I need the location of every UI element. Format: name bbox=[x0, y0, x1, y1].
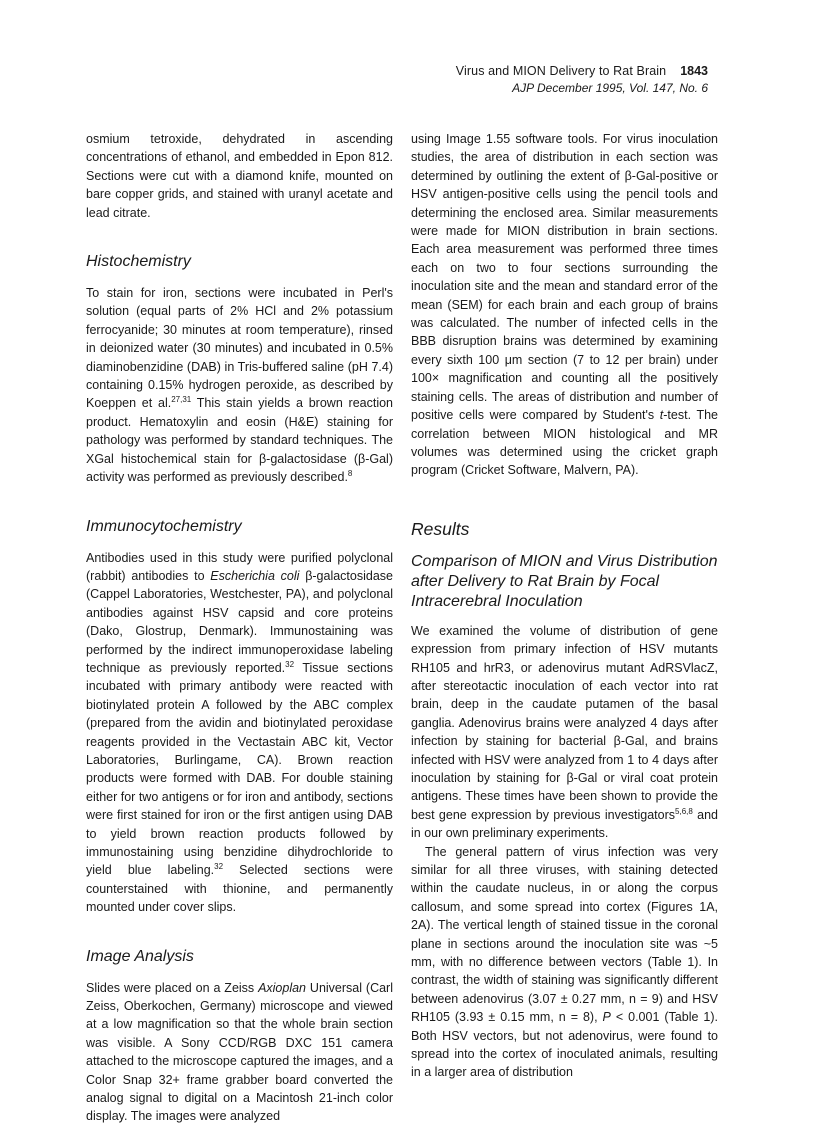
image-analysis-heading: Image Analysis bbox=[86, 947, 194, 965]
image-analysis-paragraph bbox=[86, 979, 393, 1126]
immuno-text-a: Antibodies used in this study were purified polyclonal (rabbit) antibodies to bbox=[86, 550, 393, 583]
image-cont-text-b: -test. The correlation between MION histological and MR volumes was determined using the cricket graph program (Cricket Software, Malvern, PA). bbox=[411, 408, 718, 478]
histochemistry-text-a: To stain for iron, sections were incubated in Perl's solution (equal parts of 2% HCl and 2% potassium ferrocyanide; 30 minutes at room temperature), rinsed in deionized water (30 minutes) and incubated in 0.5% diaminobenzidine (DAB) in Tris-buffered saline (pH 7.4) containing 0.15% hydrogen peroxide, as described by Koeppen et al. bbox=[86, 286, 393, 411]
methods-continued-paragraph: osmium tetroxide, dehydrated in ascending concentrations of ethanol, and embedded in Epon 812. Sections were cut with a diamond knife, mounted on bare copper grids, and stained with uranyl acetate and lead citrate. bbox=[86, 132, 393, 220]
immunocytochemistry-paragraph bbox=[86, 549, 393, 917]
histochemistry-paragraph bbox=[86, 284, 393, 486]
citation-ref: 5,6,8 bbox=[675, 806, 693, 816]
species-name: Escherichia coli bbox=[210, 568, 300, 583]
citation-ref: 32 bbox=[214, 862, 224, 872]
immunocytochemistry-heading: Immunocytochemistry bbox=[86, 517, 242, 535]
results-text-1b: and in our own preliminary experiments. bbox=[411, 807, 718, 841]
image-cont-text-a: using Image 1.55 software tools. For virus inoculation studies, the area of distribution in each section was determined by outlining the extent of β-Gal-positive or HSV antigen-positive cells using the pencil tools and determining the enclosed area. Similar measurements were made for MION distribution in brain sections. Each area measurement was performed three times each on two to four sections surrounding the inoculation site and the mean and standard error of the mean (SEM) for each brain and each group of brains was calculated. The number of infected cells in the BBB disruption brains was determined by examining every sixth 100 μm section (7 to 12 per brain) under 100× magnification and counting all the positively staining cells. The areas of distribution and number of positive cells were compared by Student's bbox=[411, 132, 718, 423]
results-paragraph-1 bbox=[411, 622, 718, 843]
page-number: 1843 bbox=[680, 64, 708, 78]
image-analysis-continued-paragraph bbox=[411, 130, 718, 480]
journal-citation: AJP December 1995, Vol. 147, No. 6 bbox=[512, 81, 708, 95]
image-text-a: Slides were placed on a Zeiss bbox=[86, 980, 259, 995]
running-header bbox=[456, 62, 708, 95]
results-text-1a: We examined the volume of distribution of gene expression from primary infection of HSV mutants RH105 and hrR3, or adenovirus mutant AdRSVlacZ, after stereotactic inoculation of each vector into rat brain, deep in the caudate putamen of the basal ganglia. Adenovirus brains were analyzed 4 days after infection by staining for bacterial β-Gal, and brains infected with HSV were analyzed from 1 to 4 days after inoculation by staining for β-Gal or viral coat protein antigens. These times have been shown to provide the best gene expression by previous investigators bbox=[411, 623, 718, 822]
citation-ref: 32 bbox=[285, 659, 295, 669]
results-text-2b: < 0.001 (Table 1). Both HSV vectors, but not adenovirus, were found to spread into the cortex of inoculated animals, resulting in a larger area of distribution bbox=[411, 1010, 718, 1080]
citation-ref: 27,31 bbox=[171, 395, 192, 405]
immuno-text-d: Selected sections were counterstained with thionine, and permanently mounted under cover slips. bbox=[86, 863, 393, 915]
product-name: Axioplan bbox=[258, 980, 307, 995]
results-subheading: Comparison of MION and Virus Distribution after Delivery to Rat Brain by Focal Intracerebral Inoculation bbox=[411, 552, 718, 610]
histochemistry-text-b: This stain yields a brown reaction product. Hematoxylin and eosin (H&E) staining for pathology was performed by standard techniques. The XGal histochemical stain for β-galactosidase (β-Gal) activity was performed as previously described. bbox=[86, 396, 394, 485]
right-column bbox=[411, 130, 718, 1082]
immuno-text-c: Tissue sections incubated with primary antibody were reacted with biotinylated protein A followed by the ABC complex (prepared from the avidin and biotinylated peroxidase reagents provided in the Vectastain ABC kit, Vector Laboratories, Burlingame, CA). Brown reaction products were formed with DAB. For double staining either for two antigens or for iron and antibody, sections were first stained for iron or the first antigen using DAB to yield brown reaction products followed by immunostaining using benzidine dihydrochloride to yield blue labeling. bbox=[86, 660, 393, 878]
histochemistry-heading: Histochemistry bbox=[86, 253, 191, 271]
p-value-italic: P bbox=[602, 1010, 611, 1025]
results-heading: Results bbox=[411, 518, 470, 539]
left-column bbox=[86, 130, 393, 1126]
results-paragraph-2 bbox=[411, 843, 718, 1082]
image-text-b: Universal (Carl Zeiss, Oberkochen, Germany) microscope and viewed at a low magnification so that the whole brain section was visible. A Sony CCD/RGB DXC 151 camera attached to the microscope captured the images, and a Color Snap 32+ frame grabber board converted the analog signal to digital on a Macintosh 21-inch color display. The images were analyzed bbox=[86, 980, 393, 1124]
t-test-italic: t bbox=[659, 408, 664, 423]
running-title: Virus and MION Delivery to Rat Brain bbox=[455, 64, 667, 78]
citation-ref: 8 bbox=[347, 469, 353, 479]
immuno-text-b: β-galactosidase (Cappel Laboratories, Westchester, PA), and polyclonal antibodies against HSV capsid and core proteins (Dako, Glostrup, Denmark). Immunostaining was performed by the indirect immunoperoxidase labeling technique as previously reported. bbox=[86, 568, 393, 675]
results-text-2a: The general pattern of virus infection was very similar for all three viruses, with staining detected within the caudate nucleus, in or along the corpus callosum, and some spread into cortex (Figures 1A, 2A). The vertical length of stained tissue in the coronal plane in sections around the inoculation site was ~5 mm, with no difference between vectors (Table 1). In contrast, the width of staining was significantly different between adenovirus (3.07 ± 0.27 mm, n = 9) and HSV RH105 (3.93 ± 0.15 mm, n = 8), bbox=[411, 844, 718, 1025]
